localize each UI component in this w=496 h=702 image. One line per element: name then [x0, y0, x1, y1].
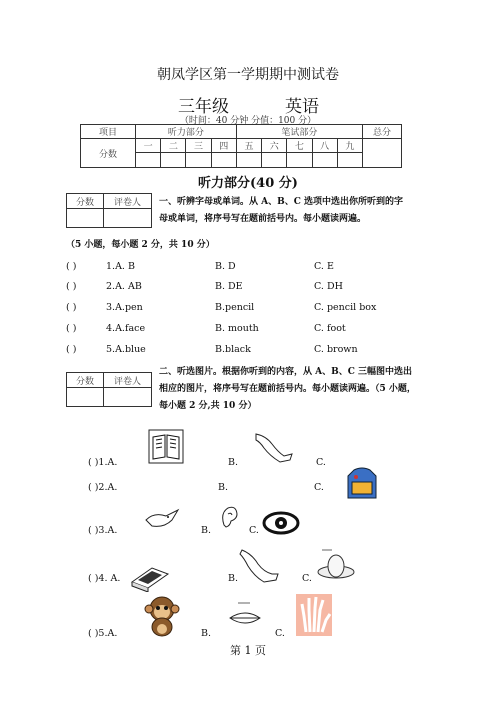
question-paren[interactable]: ( )	[66, 323, 77, 334]
score-cell[interactable]	[161, 153, 186, 168]
section-2: 二	[161, 139, 186, 153]
grader-name-label: 评卷人	[104, 194, 152, 209]
question-option-a: 3.A.pen	[106, 302, 143, 313]
section-5: 五	[236, 139, 261, 153]
grader-box-part2	[66, 372, 152, 407]
exam-title: 朝凤学区第一学期期中测试卷	[157, 67, 339, 83]
grader-box-part1	[66, 193, 152, 228]
page-footer: 第 1 页	[230, 644, 266, 657]
question-option-c: C. DH	[314, 281, 343, 292]
grader-score-label: 分数	[67, 194, 104, 209]
section-1: 一	[136, 139, 161, 153]
pic-option-b: B.	[228, 457, 239, 468]
question-option-c: C. pencil box	[314, 302, 377, 313]
pic-option-b: B.	[201, 628, 212, 639]
pic-option-c: C.	[316, 457, 326, 468]
book-icon	[148, 429, 184, 464]
question-option-a: 4.A.face	[106, 323, 146, 334]
section-3: 三	[186, 139, 211, 153]
score-table-header-total: 总分	[363, 125, 402, 139]
part2-instruction: 二、听选图片。根据你听到的内容，从 A、B、C 三幅图中选出相应的图片，将序号写在题前括号内。每小题读两遍。（5 小题，每小题 2 分,共 10 分）	[159, 367, 416, 411]
leg-icon	[252, 430, 294, 464]
score-cell[interactable]	[312, 153, 337, 168]
subject-label: 英语	[285, 97, 319, 117]
pic-option-b: B.	[228, 573, 239, 584]
question-option-c: C. E	[314, 261, 334, 272]
question-paren[interactable]: ( )	[66, 261, 77, 272]
exam-info: （时间：40 分钟 分值：100 分）	[179, 116, 317, 126]
score-cell[interactable]	[262, 153, 287, 168]
total-score-cell[interactable]	[363, 139, 402, 168]
section-8: 八	[312, 139, 337, 153]
score-table-header-listening: 听力部分	[136, 125, 237, 139]
ear-icon	[218, 505, 240, 529]
question-option-a: 2.A. AB	[106, 281, 142, 292]
monkey-icon	[140, 594, 184, 638]
question-option-b: B. D	[215, 261, 236, 272]
part1-instruction: 一、听辨字母或单词。从 A、B、C 选项中选出你所听到的字母或单词，将序号写在题前括号内。每小题读两遍。	[159, 197, 404, 224]
pic-question-label[interactable]: ( )4. A.	[88, 573, 121, 584]
question-option-b: B.black	[215, 344, 251, 355]
question-option-a: 5.A.blue	[106, 344, 146, 355]
pic-option-b: B.	[201, 525, 212, 536]
pic-question-label[interactable]: ( )1.A.	[88, 457, 118, 468]
eraser-icon	[128, 562, 172, 592]
leg-icon	[236, 548, 280, 584]
pic-option-c: C.	[249, 525, 259, 536]
question-paren[interactable]: ( )	[66, 344, 77, 355]
grader-score-field[interactable]	[67, 388, 104, 407]
score-cell[interactable]	[211, 153, 236, 168]
score-cell[interactable]	[136, 153, 161, 168]
grader-score-label: 分数	[67, 373, 104, 388]
question-paren[interactable]: ( )	[66, 302, 77, 313]
question-option-b: B. mouth	[215, 323, 259, 334]
pic-option-c: C.	[302, 573, 312, 584]
section-9: 九	[337, 139, 362, 153]
pic-question-label[interactable]: ( )5.A.	[88, 628, 118, 639]
question-option-c: C. brown	[314, 344, 358, 355]
grader-name-label: 评卷人	[104, 373, 152, 388]
grader-name-field[interactable]	[104, 209, 152, 228]
bird-icon	[144, 506, 180, 530]
question-paren[interactable]: ( )	[66, 281, 77, 292]
pic-question-label[interactable]: ( )2.A.	[88, 482, 118, 493]
hand-icon	[296, 594, 332, 636]
score-cell[interactable]	[236, 153, 261, 168]
section-7: 七	[287, 139, 312, 153]
eye-icon	[262, 510, 300, 536]
pic-option-c: C.	[275, 628, 285, 639]
section-4: 四	[211, 139, 236, 153]
score-cell[interactable]	[186, 153, 211, 168]
question-option-c: C. foot	[314, 323, 346, 334]
score-cell[interactable]	[337, 153, 362, 168]
pic-option-c: C.	[314, 482, 324, 493]
egg-icon	[310, 546, 356, 582]
grader-name-field[interactable]	[104, 388, 152, 407]
part1-note: （5 小题，每小题 2 分，共 10 分）	[66, 240, 215, 250]
question-option-b: B. DE	[215, 281, 243, 292]
score-table	[80, 124, 402, 168]
grade-label: 三年级	[178, 97, 229, 117]
score-table-header-writing: 笔试部分	[236, 125, 362, 139]
grader-score-field[interactable]	[67, 209, 104, 228]
question-option-b: B.pencil	[215, 302, 255, 313]
score-table-header-item: 项目	[81, 125, 136, 139]
schoolbag-icon	[342, 466, 382, 502]
question-option-a: 1.A. B	[106, 261, 135, 272]
section-6: 六	[262, 139, 287, 153]
pic-question-label[interactable]: ( )3.A.	[88, 525, 118, 536]
score-table-row-label: 分数	[81, 139, 136, 168]
mouth-icon	[226, 600, 264, 630]
pic-option-b: B.	[218, 482, 229, 493]
listening-section-title: 听力部分(40 分)	[198, 176, 298, 191]
score-cell[interactable]	[287, 153, 312, 168]
